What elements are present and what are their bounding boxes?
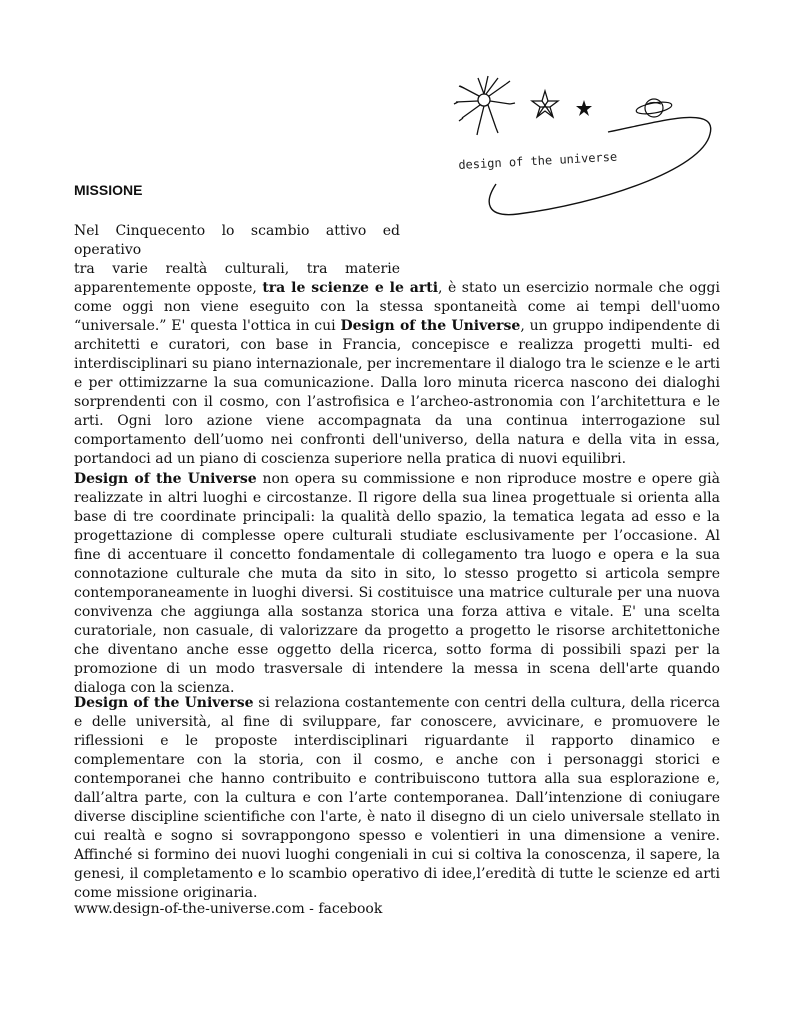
intro-bold-brand: Design of the Universe [340, 318, 521, 334]
logo-caption: design of the universe [458, 149, 618, 172]
website-link[interactable]: www.design-of-the-universe.com [74, 901, 305, 917]
approach-text: non opera su commissione e non riproduce mostre e opere già realizzate in altri luoghi e circostanze. Il rigore della sua linea progettuale si orienta alla base di tre coordinate principali: la qualità dello spazio, la tematica legata ad esso e la progettazione di complesse opere culturali studiate esclusivamente per l’occasione. Al fine di accentuare il concetto fondamentale di collegamento tra luogo e opera e la sua connotazione culturale che muta da sito in sito, lo stesso progetto si articola sempre contemporaneamente in luoghi diversi. Si costituisce una matrice culturale per una nuova convivenza che aggiunga alla sostanza storica una forza attiva e vitale. E' una scelta curatoriale, non casuale, di valorizzare da progetto a progetto le risorse architettoniche che diventano anche esse oggetto della ricerca, sotto forma di possibili spazi per la promozione di un modo trasversale di intendere la messa in scena dell'arte quando dialoga con la scienza. [74, 471, 720, 696]
star-outline-icon [532, 91, 558, 117]
relations-text: si relaziona costantemente con centri della cultura, della ricerca e delle università, al fine di sviluppare, far conoscere, avvicinare, e promuovere le riflessioni e le proposte interdisciplinari riguardante il rapporto dinamico e complementare con la storia, con il cosmo, e anche con i personaggi storici e contemporanei che hanno contribuito e contribuiscono tuttora alla sua esplorazione e, dall’altra parte, con la cultura e con l’arte contemporanea. Dall’intenzione di coniugare diverse discipline scientifiche con l'arte, è nato il disegno di un cielo universale stellato in cui realtà e sogno si sovrappongono spesso e volentieri in una dimensione a venire. Affinché si formino dei nuovi luoghi congeniali in cui si coltiva la conoscenza, il sapere, la genesi, il completamento e lo scambio operativo di idee,l’eredità di tutte le scienze ed arti come missione originaria. [74, 695, 721, 901]
paragraph-relations [74, 694, 720, 903]
paragraph-approach [74, 470, 720, 698]
intro-text-b: , è stato un esercizio normale che oggi come oggi non viene eseguito con la stessa spontaneità come ai tempi dell'uomo “universale.” E' questa l'ottica in cui [74, 280, 720, 334]
footer-links [74, 901, 382, 917]
ringed-planet-icon [635, 99, 672, 117]
footer-separator: - [304, 901, 319, 917]
star-filled-icon [576, 100, 592, 116]
intro-text-c: , un gruppo indipendente di architetti e curatori, con base in Francia, concepisce e realizza progetti multi- ed interdisciplinari su piano internazionale, per incrementare il dialogo tra le scienze e le arti e per ottimizzarne la sua comunicazione. Dalla loro minuta ricerca nascono dei dialoghi sorprendenti con il cosmo, con l’astrofisica e l’archeo-astronomia con l’architettura e le arti. Ogni loro azione viene accompagnata da una continua interrogazione sul comportamento dell’uomo nei confronti dell'universo, della natura e della vita in essa, portandoci ad un piano di coscienza superiore nella pratica di nuovi equilibri. [74, 318, 721, 467]
intro-line-2: tra varie realtà culturali, tra materie [74, 261, 400, 277]
intro-bold-sciences-arts: tra le scienze e le arti [262, 280, 439, 296]
design-of-the-universe-logo [448, 74, 720, 234]
spider-sun-icon [454, 76, 515, 135]
facebook-link[interactable]: facebook [318, 901, 383, 917]
page-title: MISSIONE [74, 182, 143, 198]
paragraph-mission-intro [74, 222, 720, 469]
paragraph-intro-lines [74, 222, 400, 279]
relations-bold-brand: Design of the Universe [74, 695, 254, 711]
intro-text-a: apparentemente opposte, [74, 280, 263, 296]
approach-bold-brand: Design of the Universe [74, 471, 257, 487]
intro-line-1: Nel Cinquecento lo scambio attivo ed operativo [74, 223, 400, 258]
